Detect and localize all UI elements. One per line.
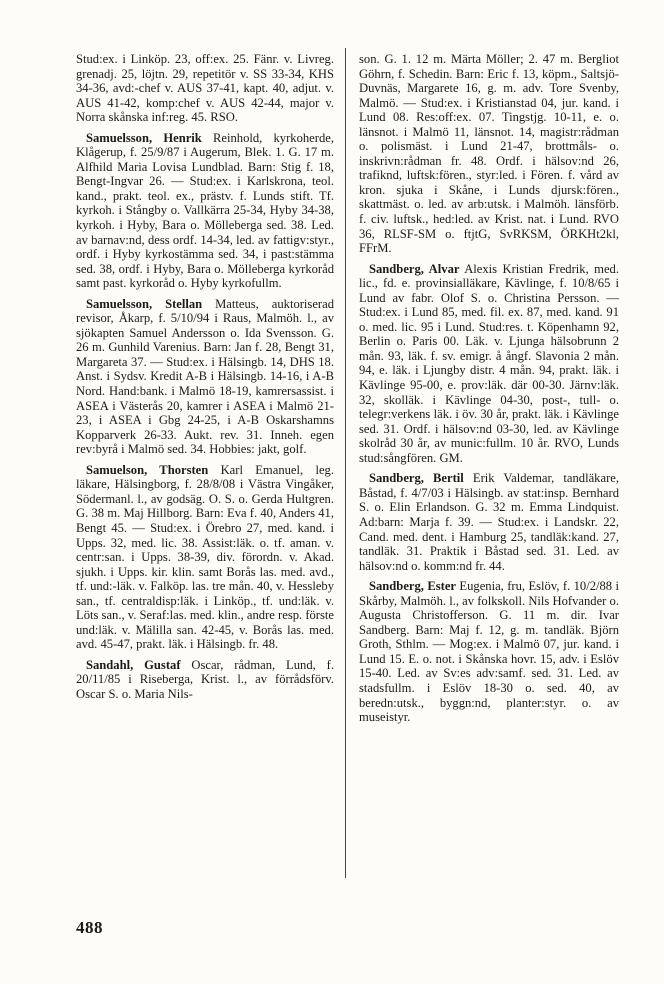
entry-sandberg-bertil bbox=[359, 471, 619, 573]
left-column bbox=[76, 52, 334, 702]
entry-name: Samuelsson, Henrik bbox=[86, 130, 202, 145]
entry-sandberg-ester bbox=[359, 579, 619, 724]
entry-text: Matteus, auktoriserad revisor, Åkarp, f. 5/10/94 i Raus, Malmöh. l., av sjökapten Samuel Andersson o. Ida Svensson. G. 26 m. Gunhild Varenius. Barn: Jan f. 28, Bengt 31, Margareta 37. — Stud:ex. i Hälsingb. 14, DHS 18. Anst. i Sydsv. Kredit A-B i Hälsingb. 14-16, i A-B Nord. Hand:bank. i Malmö 18-19, kamrersassist. i ASEA i Västerås 20, kamrer i ASEA i Malmö 21-23, i ASEA i Gbg 24-25, i A-B Oskarshamns Kopparverk 26-33. Aukt. rev. 31. Inneh. egen rev:byrå i Malmö sed. 34. Hobbies: jakt, golf. bbox=[76, 296, 335, 457]
entry-name: Sandberg, Ester bbox=[369, 579, 457, 594]
entry-sandahl-gustaf bbox=[76, 658, 334, 702]
entry-text: Reinhold, kyrkoherde, Klågerup, f. 25/9/87 i Augerum, Blek. 1. G. 17 m. Alfhild Maria Lovisa Lundblad. Barn: Stig f. 18, Bengt-Ingvar 26. — Stud:ex. i Karlskrona, teol. kand., prakt. teol. ex., prästv. f. Lunds stift. Tf. kyrkoh. i Stångby o. Vallkärra 25-34, Hyby 34-38, kyrkoh. i Hyby, Bara o. Mölleberga sed. 38. Led. av barnav:nd, dess ordf. 14-34, led. av fattigv:styr., ordf. i Hyby kyrkostämma sed. 34, i past:stämma sed. 38, ordf. i Hyby, Bara o. Mölleberga kyrkoråd samt past. kyrkoråd o. Hyby kyrkofullm. bbox=[76, 130, 334, 291]
entry-text: Alexis Kristian Fredrik, med. lic., fd. e. provinsialläkare, Kävlinge, f. 10/8/65 i Lund av fabr. Olof S. o. Christina Persson. — Stud:ex. i Lund 85, med. fil. ex. 87, med. kand. 91 o. med. lic. 95 i Lund. Stud:res. t. Köpenhamn 92, Berlin o. Paris 00. Läk. v. Ljunga hälsobrunn 2 mån. 93, läk. f. sv. emigr. å ångf. Slavonia 2 mån. 94, e. läk. i Ljungby distr. 4 mån. 94, prakt. läk. i Kävlinge 95-00, e. prov:läk. där 00-30. Järnv:läk. 32, skolläk. i Kävlinge 04-30, post-, tull- o. telegr:verkens läk. i öv. 30 år, prakt. läk. i Kävlinge sed. 31. Ordf. i hälsov:nd 03-30, led. av Kävlinge skolråd 30 år, av munic:fullm. 10 år. RVO, Lunds stud:sångfören. GM. bbox=[359, 261, 619, 465]
entry-text: Eugenia, fru, Eslöv, f. 10/2/88 i Skårby, Malmöh. l., av folkskoll. Nils Hofvander o. Augusta Christofferson. G. 11 m. dir. Ivar Sandberg. Barn: Maj f. 12, g. m. tandläk. Björn Groth, Sthlm. — Mog:ex. i Malmö 07, jur. kand. i Lund 15. E. o. not. i Skånska hovr. 15, adv. i Eslöv 15-40. Led. av Sv:es adv:samf. sed. 31. Led. av stadsfullm. i Eslöv 18-30 o. sed. 40, av beredn:utsk., byggn:nd, planter:styr. o. av museistyr. bbox=[359, 579, 619, 725]
entry-name: Sandahl, Gustaf bbox=[86, 657, 181, 672]
entry-samuelsson-stellan bbox=[76, 297, 334, 457]
entry-name: Samuelson, Thorsten bbox=[86, 462, 209, 477]
entry-samuelson-thorsten bbox=[76, 463, 334, 652]
column-divider bbox=[345, 48, 346, 878]
entry-name: Sandberg, Bertil bbox=[369, 471, 464, 486]
entry-name: Samuelsson, Stellan bbox=[86, 296, 203, 311]
entry-sandberg-alvar bbox=[359, 262, 619, 466]
entry-samuelsson-henrik bbox=[76, 131, 334, 291]
page-number: 488 bbox=[76, 918, 103, 937]
entry-name: Sandberg, Alvar bbox=[369, 261, 460, 276]
right-column bbox=[359, 52, 619, 725]
entry-continuation bbox=[76, 52, 334, 125]
entry-text: Stud:ex. i Linköp. 23, off:ex. 25. Fänr. v. Livreg. grenadj. 25, löjtn. 29, repetitör v. SS 33-34, KHS 34-36, avd:-chef v. AUS 37-41, kapt. 40, adjut. v. AUS 41-42, komp:chef v. AUS 42-44, major v. Norra skånska inf:reg. 45. RSO. bbox=[76, 52, 334, 125]
entry-text: Erik Valdemar, tandläkare, Båstad, f. 4/7/03 i Hälsingb. av stat:insp. Bernhard S. o. Elin Erlandson. G. 32 m. Emma Lindquist. Ad:barn: Marja f. 39. — Stud:ex. i Landskr. 22, Cand. med. dent. i Hamburg 25, tandläk:kand. 27, tandläk. 31. Praktik i Båstad sed. 31. Led. av hälsov:nd o. komm:nd fr. 44. bbox=[359, 471, 619, 573]
entry-text: Karl Emanuel, leg. läkare, Hälsingborg, f. 28/8/08 i Västra Vingåker, Södermanl. l., av godsäg. O. S. o. Gerda Hultgren. G. 38 m. Maj Hillborg. Barn: Eva f. 40, Anders 41, Bengt 45. — Stud:ex. i Örebro 27, med. kand. i Upps. 32, med. lic. 38. Assist:läk. o. tf. aman. v. centr:san. i Upps. 38-39, div. förordn. v. Akad. sjukh. i Upps. kir. klin. samt Borås las. med. avd., tf. und:-läk. v. Falköp. las. tre mån. 40, v. Hessleby san., tf. centraldisp:läk. i Linköp., tf. und:läk. v. Löts san., v. Seraf:las. med. klin., andre resp. förste und:läk. v. Mälilla san. 42-45, v. Borås las. med. avd. 45-47, prakt. läk. i Hälsingb. fr. 48. bbox=[76, 462, 334, 652]
entry-text: son. G. 1. 12 m. Märta Möller; 2. 47 m. Bergliot Göhrn, f. Schedin. Barn: Eric f. 13, köpm., Saltsjö-Duvnäs, Margarete 16, g. m. adv. Tore Svenby, Malmö. — Stud:ex. i Kristianstad 04, jur. kand. i Lund 08. Res:off:ex. 07. Tingstjg. 10-11, e. o. länsnot. i Malmö 11, länsnot. 14, magistr:rådman o. polismäst. i Lund 21-47, brottmåls- o. inskrivn:rådman fr. 48. Ordf. i hälsov:nd 26, trafiknd, luftsk:fören., styr:led. i Fören. f. vård av kron. sjuka i Skåne, i Lunds djursk:fören., skattmäst. o. led. av arb:utsk. i Malmöh. länsförb. f. civ. luftsk., hed:led. av Krist. nat. i Lund. RVO 36, RLSF-SM o. ftjtG, SvRKSM, ÖRKHt2kl, FFrM. bbox=[359, 52, 619, 256]
entry-continuation bbox=[359, 52, 619, 256]
entry-text: Oscar, rådman, Lund, f. 20/11/85 i Riseberga, Krist. l., av förrådsförv. Oscar S. o. Maria Nils- bbox=[76, 657, 334, 701]
